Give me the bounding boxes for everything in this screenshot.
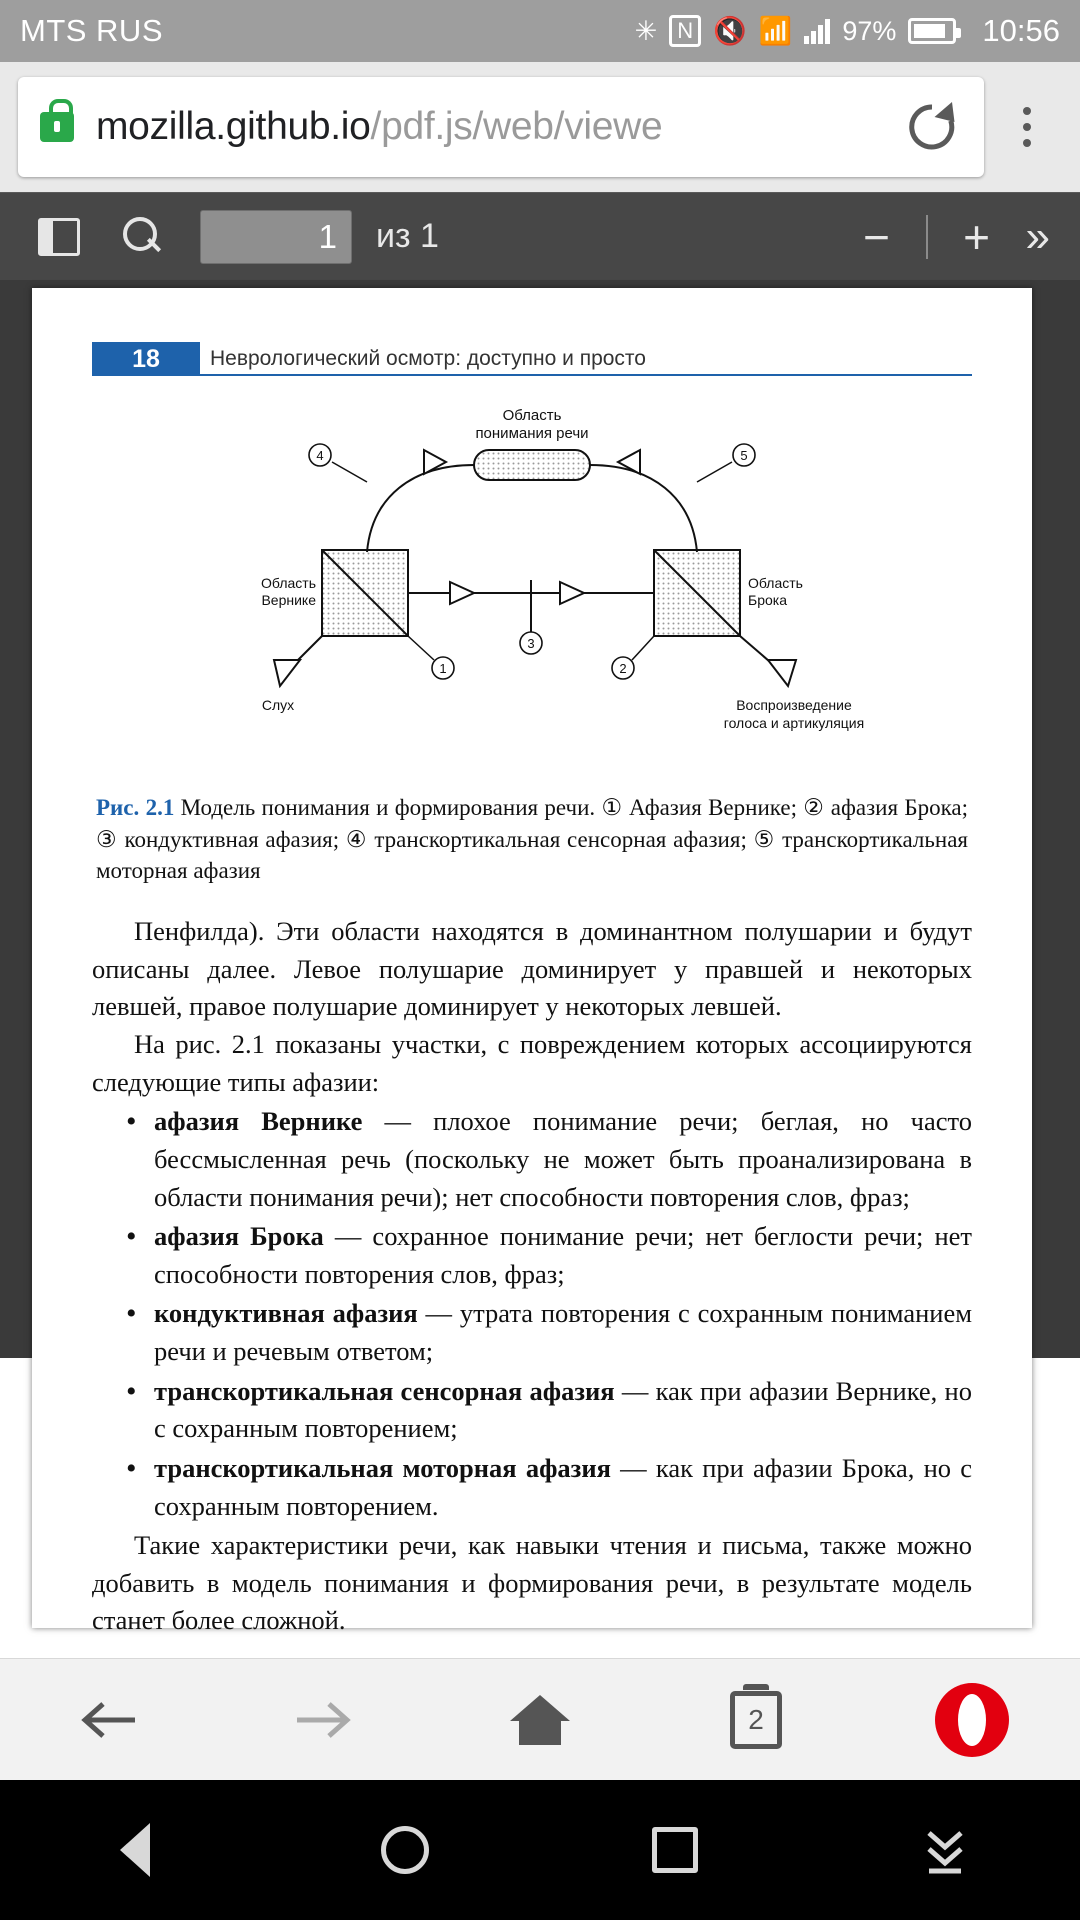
zoom-in-button[interactable]: +	[963, 210, 990, 263]
tabs-icon	[730, 1691, 782, 1749]
figure-caption-label: Рис. 2.1	[96, 795, 175, 820]
forward-button[interactable]	[249, 1670, 399, 1770]
figure-marker-2: 2	[619, 661, 627, 676]
battery-icon	[908, 18, 956, 44]
recents-square-icon	[652, 1827, 698, 1873]
back-arrow-icon	[77, 1698, 139, 1742]
nav-back-button[interactable]	[65, 1805, 205, 1895]
home-circle-icon	[381, 1826, 429, 1874]
pdf-toolbar	[0, 192, 1080, 280]
browser-bottom-nav	[0, 1658, 1080, 1780]
figure-left-label-2: Вернике	[261, 592, 316, 608]
figure-output-label-1: Воспроизведение	[736, 697, 852, 713]
url-text[interactable]	[96, 105, 892, 149]
opera-menu-button[interactable]	[897, 1670, 1047, 1770]
sidebar-icon	[38, 218, 80, 256]
pdf-viewer[interactable]	[0, 280, 1080, 1636]
sidebar-toggle-button[interactable]	[22, 205, 96, 269]
paragraph-3: Такие характеристики речи, как навыки чтения и письма, также можно добавить в модель понимания и формирования речи, в результате модель станет более сложной.	[92, 1530, 972, 1636]
menu-dot	[1023, 107, 1031, 115]
figure-top-label-2: понимания речи	[475, 425, 589, 442]
figure-marker-1: 1	[439, 661, 447, 676]
tabs-count: 2	[748, 1703, 764, 1735]
opera-logo-icon	[935, 1683, 1009, 1757]
list-item	[92, 1295, 972, 1370]
menu-dot	[1023, 123, 1031, 131]
nav-home-button[interactable]	[335, 1805, 475, 1895]
list-item	[92, 1450, 972, 1525]
nav-hide-button[interactable]	[875, 1805, 1015, 1895]
url-bar[interactable]	[18, 77, 984, 177]
figure-right-label-1: Область	[748, 575, 803, 591]
more-tools-button[interactable]: »	[1025, 211, 1050, 261]
url-domain: mozilla.github.io	[96, 105, 371, 148]
figure-top-label-1: Область	[502, 407, 562, 424]
figure-2-1	[92, 402, 972, 772]
running-head-title: Неврологический осмотр: доступно и просто	[200, 342, 972, 376]
figure-caption-text: Модель понимания и формирования речи. ① Афазия Вернике; ② афазия Брока; ③ кондуктивная афазия; ④ транскортикальная сенсорная афазия; ⑤ транскортикальная моторная афазия	[96, 795, 968, 884]
forward-arrow-icon	[293, 1698, 355, 1742]
list-item-text: — утрата повторения с сохранным пониманием речи и речевым ответом;	[154, 1298, 972, 1367]
home-button[interactable]	[465, 1670, 615, 1770]
hide-navbar-icon	[919, 1823, 971, 1877]
list-item-term: кондуктивная афазия	[154, 1298, 418, 1329]
browser-menu-button[interactable]	[992, 107, 1062, 147]
mute-icon: 🔇	[713, 16, 747, 46]
bluetooth-icon: ✳	[634, 15, 658, 46]
browser-toolbar	[0, 62, 1080, 192]
running-head	[92, 342, 972, 376]
pdf-page	[32, 288, 1032, 1636]
figure-right-label-2: Брока	[748, 592, 787, 608]
list-item-term: транскортикальная сенсорная афазия	[154, 1375, 615, 1406]
wifi-icon: 📶	[758, 16, 793, 46]
figure-marker-3: 3	[527, 636, 535, 651]
figure-caption	[92, 792, 972, 887]
reload-icon[interactable]	[902, 97, 962, 157]
page-count-label: из 1	[376, 217, 439, 255]
back-button[interactable]	[33, 1670, 183, 1770]
speech-model-diagram	[212, 402, 865, 772]
page-number-input[interactable]: 1	[200, 210, 352, 264]
document-body	[92, 913, 972, 1711]
toolbar-divider	[926, 215, 928, 259]
list-item-text: — как при афазии Вернике, но с сохранным повторением;	[154, 1375, 972, 1444]
list-item-text: — сохранное понимание речи; нет беглости речи; нет способности повторения слов, фраз;	[154, 1221, 972, 1289]
nfc-icon: N	[669, 15, 701, 47]
lock-icon	[40, 112, 74, 142]
status-icons	[635, 13, 1060, 49]
list-item	[92, 1373, 972, 1448]
figure-left-label-1: Область	[261, 575, 316, 591]
figure-hearing-label: Слух	[261, 697, 295, 713]
find-button[interactable]	[104, 205, 178, 269]
list-item	[92, 1103, 972, 1216]
list-item	[92, 1218, 972, 1293]
back-triangle-icon	[120, 1823, 150, 1877]
page-number-badge: 18	[92, 342, 200, 376]
zoom-controls	[854, 210, 1018, 263]
zoom-out-button[interactable]: −	[863, 210, 890, 263]
android-nav-bar	[0, 1780, 1080, 1920]
list-item-term: транскортикальная моторная афазия	[154, 1452, 611, 1483]
list-item-term: афазия Брока	[154, 1221, 324, 1252]
status-clock: 10:56	[982, 13, 1060, 48]
search-icon	[121, 217, 161, 257]
url-path: /pdf.js/web/viewe	[370, 105, 663, 148]
carrier-label: MTS RUS	[20, 13, 163, 48]
figure-output-label-2: голоса и артикуляция	[723, 715, 865, 731]
android-status-bar	[0, 0, 1080, 62]
list-item-text: — как при афазии Брока, но с сохранным повторением.	[154, 1452, 972, 1521]
figure-marker-5: 5	[740, 448, 748, 463]
aphasia-list	[92, 1103, 972, 1525]
paragraph-2: На рис. 2.1 показаны участки, с повреждением которых ассоциируются следующие типы афазии:	[92, 1029, 972, 1097]
menu-dot	[1023, 139, 1031, 147]
paragraph-1: Пенфилда). Эти области находятся в доминантном полушарии и будут описаны далее. Левое полушарие доминирует у правшей и некоторых левшей, правое полушарие доминирует у некоторых левшей.	[92, 916, 972, 1022]
figure-marker-4: 4	[316, 448, 324, 463]
home-icon	[507, 1691, 573, 1749]
list-item-term: афазия Вернике	[154, 1106, 363, 1137]
list-item-text: — плохое понимание речи; беглая, но часто бессмысленная речь (поскольку не может быть проанализирована в области понимания речи); нет способности повторения слов, фраз;	[154, 1106, 972, 1212]
tabs-button[interactable]	[681, 1670, 831, 1770]
signal-icon	[804, 18, 830, 44]
battery-percent: 97%	[842, 15, 897, 46]
nav-recents-button[interactable]	[605, 1805, 745, 1895]
